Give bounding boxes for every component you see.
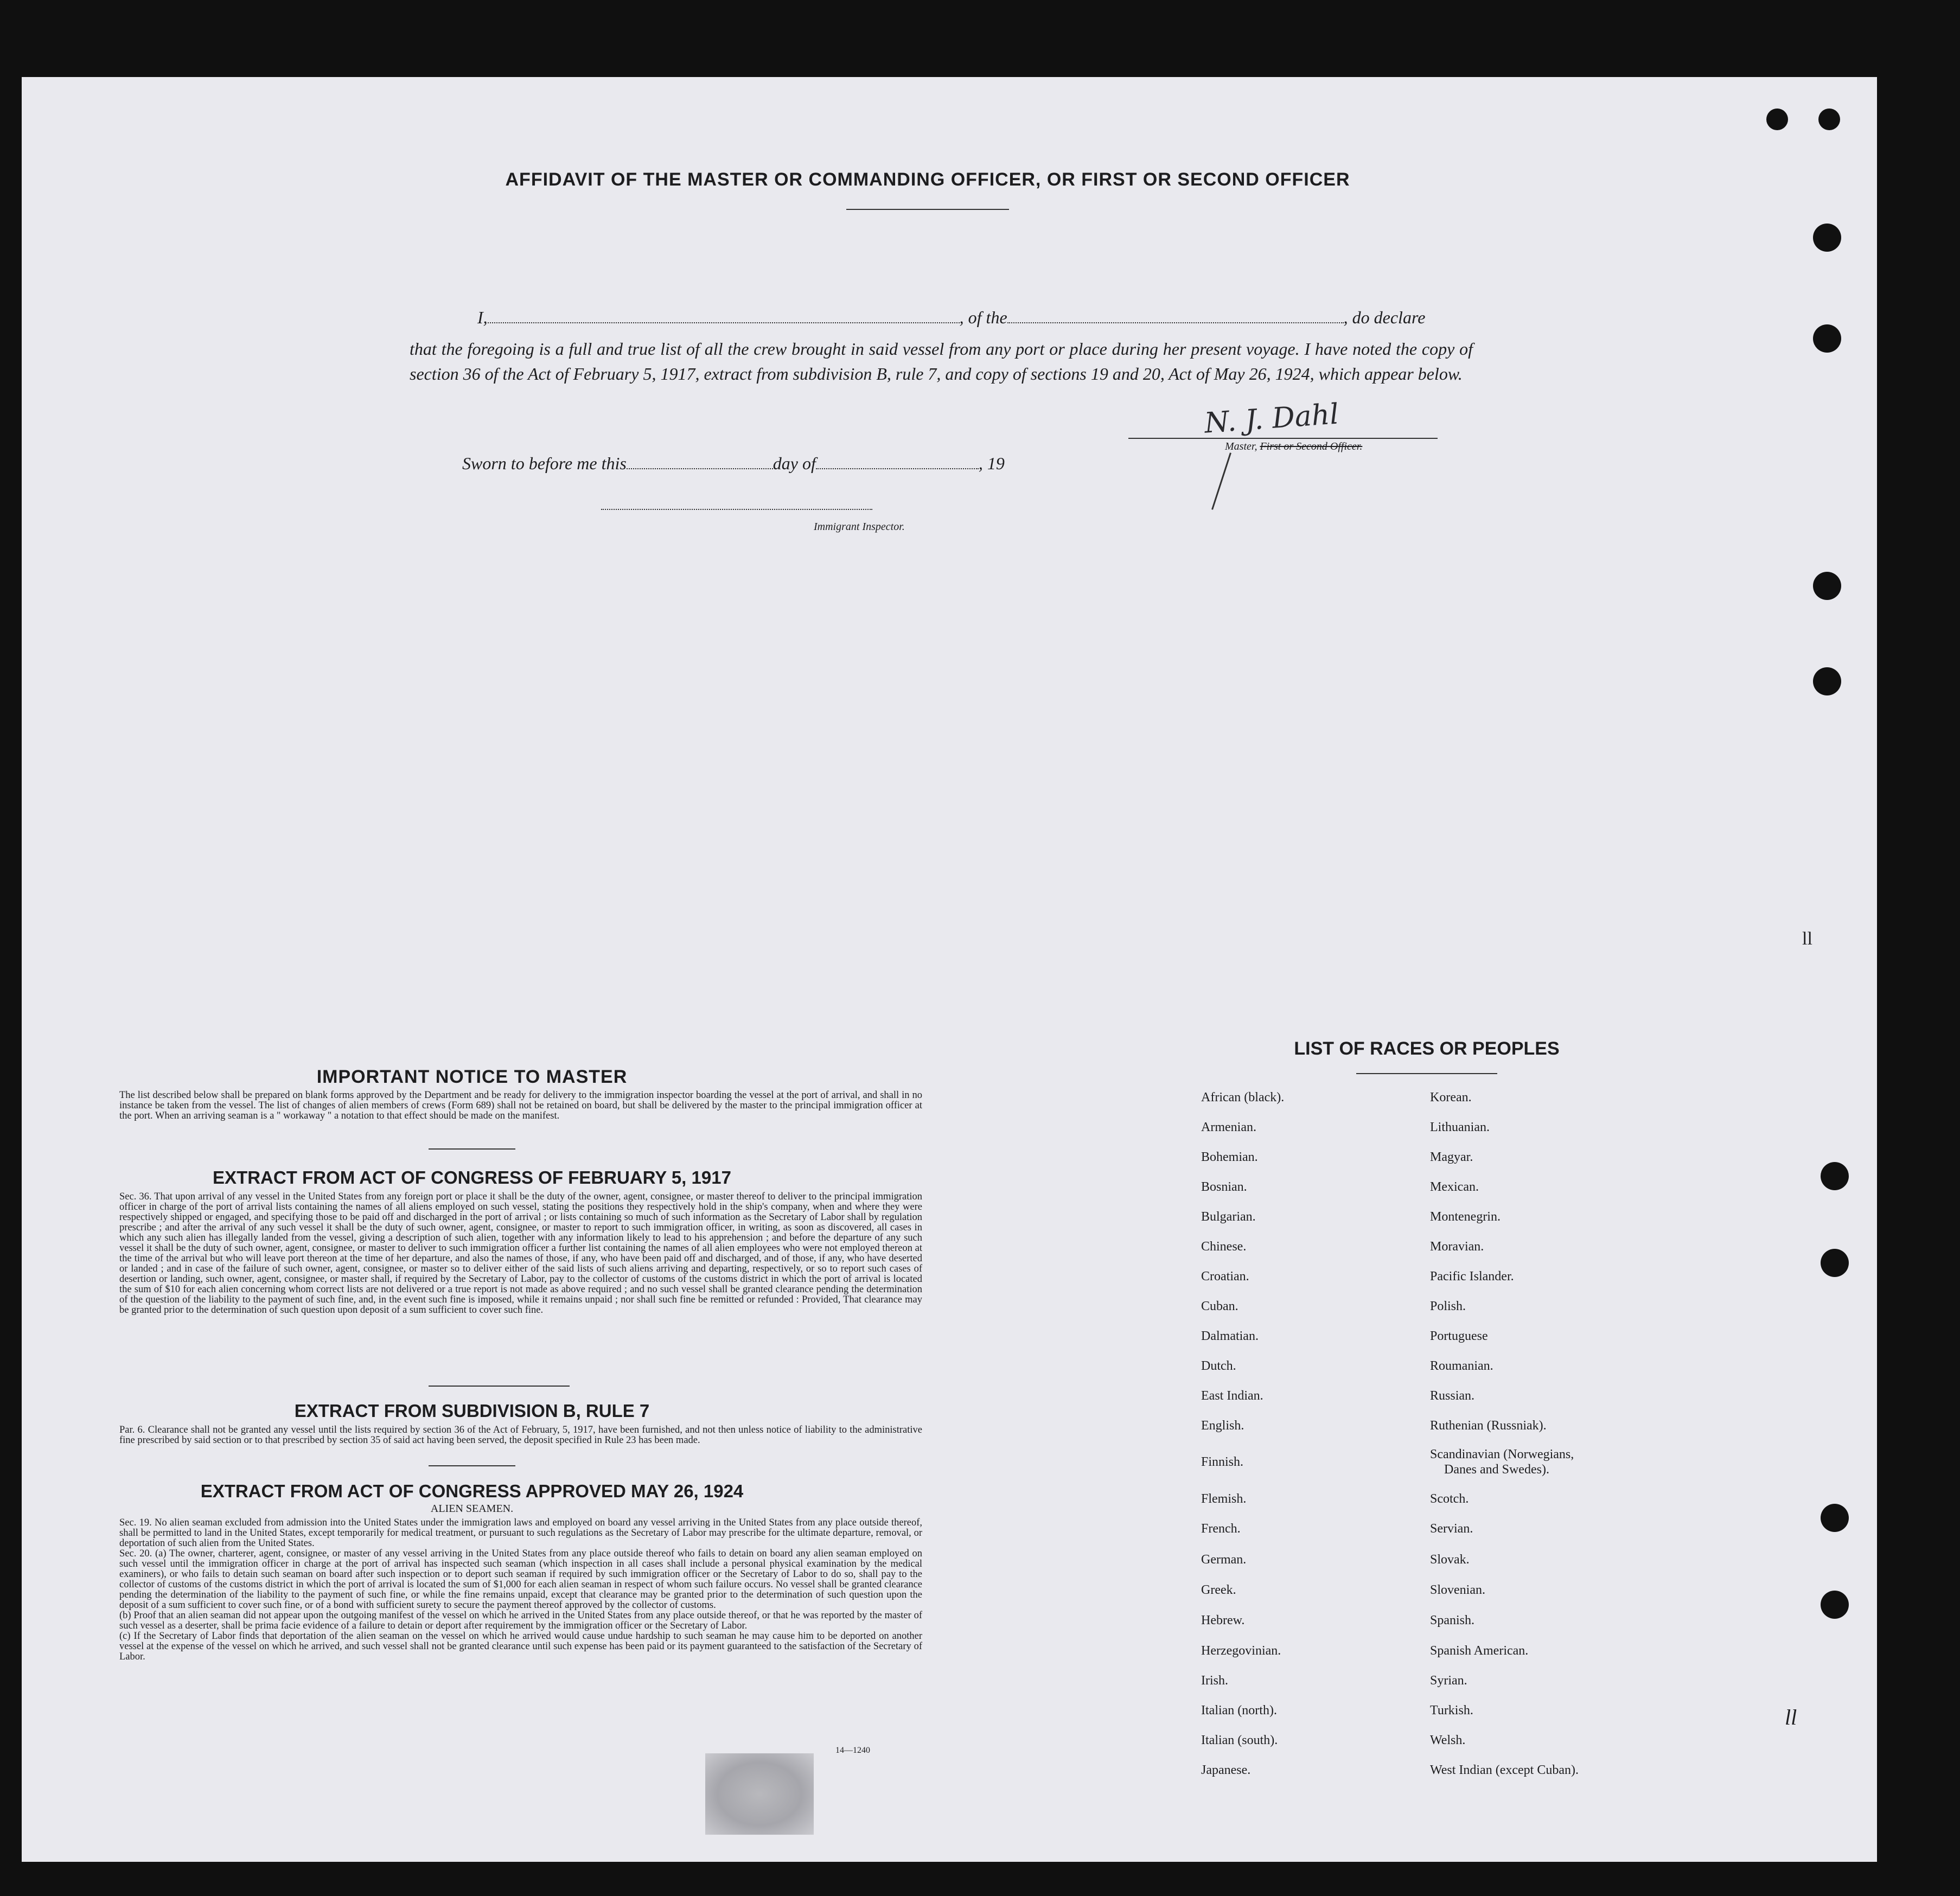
race-item: Turkish. <box>1430 1703 1473 1718</box>
race-item: Lithuanian. <box>1430 1120 1490 1134</box>
sworn-month-field[interactable] <box>816 456 979 469</box>
race-item: Dutch. <box>1201 1359 1236 1373</box>
race-item: Montenegrin. <box>1430 1210 1501 1224</box>
declaration-i: I, <box>477 308 488 327</box>
punch-hole-icon <box>1821 1249 1849 1277</box>
sworn-prefix: Sworn to before me this <box>462 454 627 473</box>
affidavit-title: AFFIDAVIT OF THE MASTER OR COMMANDING OFFICER, OR FIRST OR SECOND OFFICER <box>505 169 1350 190</box>
section-divider <box>429 1386 570 1387</box>
race-item: Italian (south). <box>1201 1733 1278 1747</box>
sec20a-text: Sec. 20. (a) The owner, charterer, agent, consignee, or master of any vessel arriving in the United States from any place outside thereof who fails to detain on board any alien seaman employed on such vessel until the immigration officer in charge at the port of arrival has inspected such seaman (which inspection in all cases shall include a personal physical examination by the medical examiners), or who fails to detain such seaman on board after such inspection or to deport such seaman if required by such immigration officer or the Secretary of Labor to do so, shall pay to the collector of customs of the customs district in which the port of arrival is located the sum of $1,000 for each alien seaman in respect of whom such failure occurs. No vessel shall be granted clearance pending the determination of the liability to the payment of such fine, or while the fine remains unpaid, except that clearance may be granted prior to the determination of such question upon the deposit of a sum sufficient to cover such fine, or of a bond with sufficient surety to secure the payment thereof approved by the collector of customs. <box>119 1548 922 1611</box>
race-item: Mexican. <box>1430 1180 1479 1194</box>
race-item: West Indian (except Cuban). <box>1430 1763 1579 1777</box>
sec20b-text: (b) Proof that an alien seaman did not appear upon the outgoing manifest of the vessel on which he arrived in the United States from any place outside thereof, or that he was reported by the master of such vessel as a deserter, shall be prima facie evidence of a failure to detain or deport after requirement by the immigration officer or the Secretary of Labor. <box>119 1610 922 1631</box>
punch-hole-icon <box>1813 324 1841 353</box>
race-item: Croatian. <box>1201 1269 1249 1284</box>
stamp-mark <box>705 1753 814 1835</box>
race-item: French. <box>1201 1522 1241 1536</box>
race-item-continuation: Danes and Swedes). <box>1444 1463 1549 1477</box>
race-item: Moravian. <box>1430 1240 1484 1254</box>
race-item: Syrian. <box>1430 1674 1467 1688</box>
race-item: Finnish. <box>1201 1455 1244 1469</box>
race-item: Greek. <box>1201 1583 1236 1597</box>
race-item: English. <box>1201 1419 1244 1433</box>
caption-master: Master, <box>1225 441 1257 452</box>
declaration-of-the: , of the <box>959 308 1007 327</box>
race-item: Herzegovinian. <box>1201 1644 1281 1658</box>
race-item: Welsh. <box>1430 1733 1466 1747</box>
race-item: Spanish. <box>1430 1613 1475 1627</box>
races-title: LIST OF RACES OR PEOPLES <box>1294 1038 1560 1059</box>
punch-hole-icon <box>1821 1504 1849 1532</box>
race-item: Dalmatian. <box>1201 1329 1259 1343</box>
race-item: Italian (north). <box>1201 1703 1277 1718</box>
race-item: Irish. <box>1201 1674 1228 1688</box>
affidavit-paragraph: that the foregoing is a full and true list of all the crew brought in said vessel from any port or place during her present voyage. I have noted the copy of section 36 of the Act of February 5, 1917, extract from subdivision B, rule 7, and copy of sections 19 and 20, Act of May 26, 1924, which appear below. <box>410 339 1473 384</box>
punch-hole-icon <box>1766 108 1788 130</box>
sworn-day-field[interactable] <box>627 456 773 469</box>
race-item: Slovenian. <box>1430 1583 1485 1597</box>
signature-line <box>1128 438 1438 439</box>
race-item: Scotch. <box>1430 1492 1469 1506</box>
race-item: Spanish American. <box>1430 1644 1529 1658</box>
margin-mark: ll <box>1802 929 1812 949</box>
race-item: Flemish. <box>1201 1492 1247 1506</box>
race-item: Bohemian. <box>1201 1150 1258 1164</box>
race-item: Bulgarian. <box>1201 1210 1256 1224</box>
punch-hole-icon <box>1818 108 1840 130</box>
sec20c-text: (c) If the Secretary of Labor finds that deportation of the alien seaman on the vessel on which he arrived would cause undue hardship to such seaman he may cause him to be deported on another vessel at the expense of the vessel on which he arrived, and such vessel shall not be granted clearance until such expense has been paid or its payment guaranteed to the satisfaction of the Secretary of Labor. <box>119 1631 922 1662</box>
declaration-declare: , do declare <box>1343 308 1426 327</box>
inspector-caption: Immigrant Inspector. <box>814 521 905 533</box>
signature-caption <box>1225 441 1362 453</box>
affidavit-declaration-line <box>477 308 1425 328</box>
race-item: Chinese. <box>1201 1240 1247 1254</box>
sec19-text: Sec. 19. No alien seaman excluded from admission into the United States under the immigration laws and employed on board any vessel arriving in the United States from any place outside thereof, shall be permitted to land in the United States, except temporarily for medical treatment, or pursuant to such regulations as the Secretary of Labor may prescribe for the ultimate departure, removal, or deportation of such alien from the United States. <box>119 1517 922 1549</box>
race-item: East Indian. <box>1201 1389 1263 1403</box>
caption-struck: First or Second Officer. <box>1260 441 1363 452</box>
declarant-name-field[interactable] <box>488 310 960 323</box>
race-item: Scandinavian (Norwegians, <box>1430 1447 1574 1461</box>
race-item: Japanese. <box>1201 1763 1251 1777</box>
extract-rule7-body: Par. 6. Clearance shall not be granted any vessel until the lists required by section 36 of the Act of February, 5, 1917, have been furnished, and not then unless notice of liability to the administrative fine prescribed by said section or to that prescribed by section 35 of said act having been served, the deposit specified in Rule 23 has been made. <box>119 1425 922 1446</box>
race-item: Hebrew. <box>1201 1613 1245 1627</box>
race-item: Portuguese <box>1430 1329 1488 1343</box>
extract-1924-title: EXTRACT FROM ACT OF CONGRESS APPROVED MAY 26, 1924 <box>200 1481 744 1501</box>
section-divider <box>429 1148 515 1150</box>
form-number: 14—1240 <box>835 1746 870 1755</box>
race-item: Armenian. <box>1201 1120 1256 1134</box>
race-item: Cuban. <box>1201 1299 1238 1313</box>
punch-hole-icon <box>1821 1162 1849 1190</box>
section-divider <box>429 1465 515 1466</box>
race-item: African (black). <box>1201 1090 1285 1105</box>
race-item: Pacific Islander. <box>1430 1269 1514 1284</box>
inspector-signature-field[interactable] <box>601 509 872 510</box>
punch-hole-icon <box>1813 224 1841 252</box>
race-item: Roumanian. <box>1430 1359 1493 1373</box>
document-sheet <box>22 77 1877 1862</box>
punch-hole-icon <box>1821 1591 1849 1619</box>
race-item: Korean. <box>1430 1090 1472 1105</box>
punch-hole-icon <box>1813 667 1841 695</box>
races-divider <box>1356 1073 1497 1074</box>
extract-rule7-title: EXTRACT FROM SUBDIVISION B, RULE 7 <box>294 1401 650 1421</box>
title-underline <box>846 209 1009 210</box>
notice-body: The list described below shall be prepared on blank forms approved by the Department and be ready for delivery to the immigration inspector boarding the vessel at the port of arrival, and shall in no instance be taken from the vessel. The list of changes of alien members of crews (Form 689) shall not be retained on board, but shall be delivered by the master to the principal immigration officer at the port. When an arriving seaman is a " workaway " a notation to that effect should be made on the manifest. <box>119 1090 922 1121</box>
race-item: Magyar. <box>1430 1150 1473 1164</box>
race-item: German. <box>1201 1553 1247 1567</box>
signature-stroke <box>1211 452 1231 510</box>
race-item: Slovak. <box>1430 1553 1470 1567</box>
signature: N. J. Dahl <box>1203 398 1340 440</box>
sworn-year: , 19 <box>978 454 1005 473</box>
race-item: Ruthenian (Russniak). <box>1430 1419 1547 1433</box>
sworn-day-of: day of <box>772 454 816 473</box>
margin-mark: ll <box>1785 1705 1797 1729</box>
extract-1917-title: EXTRACT FROM ACT OF CONGRESS OF FEBRUARY 5, 1917 <box>213 1167 731 1188</box>
notice-title: IMPORTANT NOTICE TO MASTER <box>316 1067 628 1087</box>
race-item: Bosnian. <box>1201 1180 1247 1194</box>
sworn-line <box>462 454 1005 474</box>
extract-1924-subtitle: ALIEN SEAMEN. <box>430 1503 514 1515</box>
race-item: Servian. <box>1430 1522 1473 1536</box>
race-item: Russian. <box>1430 1389 1475 1403</box>
punch-hole-icon <box>1813 572 1841 600</box>
extract-1917-body: Sec. 36. That upon arrival of any vessel in the United States from any foreign port or place it shall be the duty of the owner, agent, consignee, or master thereof to deliver to the principal immigration officer in charge of the port of arrival lists containing the names of all aliens employed on such vessel, stating the positions they respectively hold in the ship's company, when and where they were respectively shipped or engaged, and specifying those to be paid off and discharged in the port of arrival ; or lists containing so much of such information as the Secretary of Labor shall by regulation prescribe ; and after the arrival of any such vessel it shall be the duty of such owner, agent, consignee, or master to report to such immigration officer, in writing, as soon as discovered, all cases in which any such alien has illegally landed from the vessel, giving a description of such alien, together with any information likely to lead to his apprehension ; and before the departure of any such vessel it shall be the duty of such owner, agent, consignee, or master to deliver to such immigration officer a further list containing the names of all alien employees who were not employed thereon at the time of the arrival but who will leave port thereon at the time of her departure, and also the names of those, if any, who have been paid off and discharged, and of those, if any, who have deserted or landed ; and in case of the failure of such owner, agent, consignee, or master so to deliver either of the said lists of such aliens arriving and departing, respectively, or so to report such cases of desertion or landing, such owner, agent, consignee, or master shall, if required by the Secretary of Labor, pay to the collector of customs of the customs district in which the port of arrival is located the sum of $10 for each alien concerning whom correct lists are not delivered or a true report is not made as above required ; and no such vessel shall be granted clearance pending the determination of the question of the liability to the payment of such fine, and, in the event such fine is imposed, while it remains unpaid ; nor shall such fine be remitted or refunded : Provided, That clearance may be granted prior to the determination of such question upon deposit of a sum sufficient to cover such fine. <box>119 1191 922 1316</box>
race-item: Polish. <box>1430 1299 1466 1313</box>
vessel-name-field[interactable] <box>1007 310 1344 323</box>
extract-1924-body <box>119 1518 922 1662</box>
